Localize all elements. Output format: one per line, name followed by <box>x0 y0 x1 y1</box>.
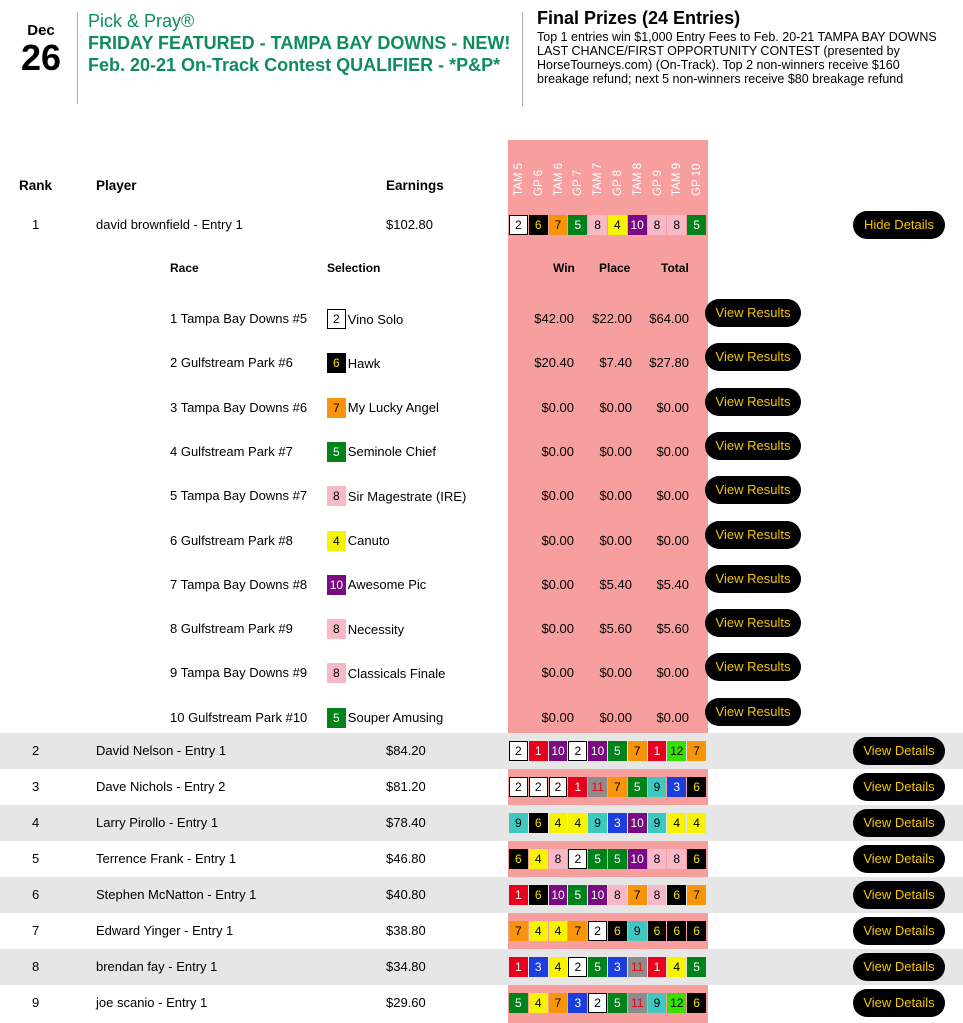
program-number: 8 <box>648 215 667 235</box>
table-row <box>0 949 963 985</box>
race-detail-row <box>0 519 963 563</box>
contest-title <box>88 10 513 76</box>
selection <box>327 663 445 683</box>
program-number: 7 <box>628 741 647 761</box>
program-number: 7 <box>687 741 706 761</box>
rank-cell: 6 <box>32 887 40 902</box>
place-amount: $0.00 <box>599 443 632 459</box>
contest-brand: Pick & Pray® <box>88 11 195 31</box>
place-amount: $5.40 <box>599 576 632 592</box>
program-number: 6 <box>687 921 706 941</box>
player-cell: Stephen McNatton - Entry 1 <box>96 887 257 902</box>
program-number: 3 <box>608 957 627 977</box>
horse-name: Seminole Chief <box>347 444 436 460</box>
horse-name: Classicals Finale <box>347 665 446 681</box>
rank-header: Rank <box>19 178 53 193</box>
program-number: 10 <box>549 741 568 761</box>
hide-details-button[interactable]: Hide Details <box>853 211 945 239</box>
program-number: 6 <box>667 885 686 905</box>
race-name: 3 Tampa Bay Downs #6 <box>170 399 308 415</box>
total-amount: $0.00 <box>656 443 689 459</box>
program-number: 1 <box>529 741 548 761</box>
race-name: 4 Gulfstream Park #7 <box>170 443 293 459</box>
program-number: 3 <box>529 957 548 977</box>
details-header-selection: Selection <box>327 261 381 275</box>
race-header: GP 8 <box>612 170 624 196</box>
program-number: 11 <box>628 957 647 977</box>
race-header: TAM 8 <box>631 162 644 196</box>
player-cell: brendan fay - Entry 1 <box>96 959 218 974</box>
rank-cell: 1 <box>32 217 40 232</box>
program-number: 7 <box>568 921 587 941</box>
table-row <box>0 841 963 877</box>
total-amount: $5.60 <box>656 621 689 637</box>
view-details-button[interactable]: View Details <box>853 953 945 981</box>
program-number: 2 <box>509 215 528 235</box>
divider <box>77 12 78 104</box>
race-header: TAM 9 <box>671 162 684 196</box>
program-number: 1 <box>648 741 667 761</box>
program-number: 9 <box>648 993 667 1013</box>
program-number: 8 <box>549 849 568 869</box>
view-details-button[interactable]: View Details <box>853 773 945 801</box>
view-results-button[interactable]: View Results <box>705 609 801 637</box>
race-headers <box>508 140 708 200</box>
program-number: 6 <box>667 921 686 941</box>
earnings-cell: $46.80 <box>386 851 426 866</box>
program-number: 6 <box>529 215 548 235</box>
view-results-button[interactable]: View Results <box>705 653 801 681</box>
program-number: 8 <box>648 885 667 905</box>
program-number: 2 <box>568 741 587 761</box>
program-number: 6 <box>509 849 528 869</box>
earnings-cell: $78.40 <box>386 815 426 830</box>
selection <box>327 531 390 551</box>
earnings-cell: $29.60 <box>386 995 426 1010</box>
race-name: 9 Tampa Bay Downs #9 <box>170 665 308 681</box>
picks-strip <box>509 777 707 797</box>
race-header: TAM 7 <box>592 162 605 196</box>
program-number: 6 <box>648 921 667 941</box>
horse-name: My Lucky Angel <box>347 400 439 416</box>
program-number: 6 <box>687 777 706 797</box>
prizes-panel <box>537 8 947 86</box>
program-number: 10 <box>588 885 607 905</box>
race-name: 6 Gulfstream Park #8 <box>170 532 293 548</box>
program-number: 4 <box>687 813 706 833</box>
program-number: 6 <box>687 849 706 869</box>
total-amount: $0.00 <box>656 665 689 681</box>
program-number: 8 <box>327 619 346 639</box>
details-header-win: Win <box>553 261 575 275</box>
program-number: 4 <box>667 957 686 977</box>
table-row <box>0 769 963 805</box>
program-number: 6 <box>327 353 346 373</box>
total-amount: $27.80 <box>649 355 689 371</box>
view-details-button[interactable]: View Details <box>853 845 945 873</box>
program-number: 12 <box>667 993 686 1013</box>
program-number: 6 <box>608 921 627 941</box>
place-amount: $0.00 <box>599 665 632 681</box>
rank-cell: 4 <box>32 815 40 830</box>
race-detail-row <box>0 297 963 341</box>
earnings-cell: $84.20 <box>386 743 426 758</box>
program-number: 2 <box>509 777 528 797</box>
picks-strip <box>509 741 707 761</box>
view-details-button[interactable]: View Details <box>853 809 945 837</box>
program-number: 5 <box>588 957 607 977</box>
view-results-button[interactable]: View Results <box>705 299 801 327</box>
program-number: 1 <box>509 957 528 977</box>
place-amount: $22.00 <box>592 311 632 326</box>
place-amount: $5.60 <box>599 621 632 637</box>
prizes-heading: Final Prizes (24 Entries) <box>537 8 741 28</box>
selection <box>327 575 426 595</box>
total-amount: $64.00 <box>649 311 689 326</box>
program-number: 5 <box>687 215 706 235</box>
program-number: 4 <box>327 531 346 551</box>
race-header: GP 7 <box>572 170 585 196</box>
selection <box>327 619 404 639</box>
race-header: GP 6 <box>532 170 545 196</box>
view-results-button[interactable]: View Results <box>705 476 801 504</box>
table-row <box>0 913 963 949</box>
program-number: 5 <box>568 885 587 905</box>
view-results-button[interactable]: View Results <box>705 343 801 371</box>
place-amount: $0.00 <box>599 709 632 725</box>
win-amount: $0.00 <box>541 576 574 592</box>
view-results-button[interactable]: View Results <box>705 388 801 416</box>
race-detail-row <box>0 651 963 695</box>
program-number: 5 <box>608 993 627 1013</box>
race-detail-row <box>0 563 963 607</box>
program-number: 2 <box>588 993 607 1013</box>
view-results-button[interactable]: View Results <box>705 698 801 726</box>
selection <box>327 442 436 462</box>
table-row <box>0 805 963 841</box>
program-number: 10 <box>628 849 647 869</box>
program-number: 4 <box>549 921 568 941</box>
player-cell: Larry Pirollo - Entry 1 <box>96 815 219 830</box>
program-number: 11 <box>628 993 647 1013</box>
program-number: 10 <box>588 741 607 761</box>
picks-strip <box>509 849 707 869</box>
program-number: 4 <box>549 957 568 977</box>
total-amount: $5.40 <box>656 576 689 592</box>
player-cell: Dave Nichols - Entry 2 <box>96 779 226 794</box>
win-amount: $0.00 <box>541 399 574 415</box>
program-number: 8 <box>608 885 627 905</box>
selection <box>327 353 380 373</box>
program-number: 6 <box>529 813 548 833</box>
contest-name: FRIDAY FEATURED - TAMPA BAY DOWNS - NEW! Feb. 20-21 On-Track Contest QUALIFIER - *P&P* <box>88 33 511 75</box>
program-number: 7 <box>608 777 627 797</box>
player-cell: david brownfield - Entry 1 <box>96 217 243 232</box>
program-number: 9 <box>509 813 528 833</box>
program-number: 2 <box>549 777 568 797</box>
horse-name: Canuto <box>347 533 390 548</box>
race-name: 7 Tampa Bay Downs #8 <box>170 576 308 592</box>
program-number: 1 <box>509 885 528 905</box>
win-amount: $0.00 <box>541 665 574 681</box>
program-number: 4 <box>529 921 548 941</box>
win-amount: $0.00 <box>541 443 574 459</box>
program-number: 2 <box>529 777 548 797</box>
program-number: 8 <box>327 663 346 683</box>
program-number: 7 <box>687 885 706 905</box>
program-number: 6 <box>687 993 706 1013</box>
details-header-place: Place <box>599 261 631 275</box>
program-number: 10 <box>628 215 647 235</box>
program-number: 9 <box>628 921 647 941</box>
rank-cell: 3 <box>32 779 40 794</box>
race-name: 2 Gulfstream Park #6 <box>170 355 293 371</box>
program-number: 1 <box>568 777 587 797</box>
player-cell: David Nelson - Entry 1 <box>96 743 227 758</box>
horse-name: Awesome Pic <box>347 577 427 593</box>
rank-cell: 2 <box>32 743 40 758</box>
total-amount: $0.00 <box>656 532 689 548</box>
program-number: 9 <box>648 777 667 797</box>
race-detail-row <box>0 430 963 474</box>
earnings-header: Earnings <box>386 178 444 193</box>
program-number: 11 <box>588 777 607 797</box>
picks-strip <box>509 813 707 833</box>
earnings-cell: $81.20 <box>386 779 426 794</box>
win-amount: $0.00 <box>541 488 574 504</box>
race-detail-row <box>0 607 963 651</box>
date-month: Dec <box>27 22 55 39</box>
program-number: 4 <box>667 813 686 833</box>
selection <box>327 398 439 418</box>
earnings-cell: $102.80 <box>386 217 433 232</box>
program-number: 7 <box>327 398 346 418</box>
program-number: 5 <box>608 741 627 761</box>
table-row <box>0 985 963 1021</box>
program-number: 3 <box>608 813 627 833</box>
program-number: 9 <box>588 813 607 833</box>
program-number: 6 <box>529 885 548 905</box>
earnings-cell: $40.80 <box>386 887 426 902</box>
program-number: 2 <box>509 741 528 761</box>
selection <box>327 708 443 728</box>
rank-cell: 8 <box>32 959 40 974</box>
place-amount: $0.00 <box>599 399 632 415</box>
player-cell: Terrence Frank - Entry 1 <box>96 851 237 866</box>
race-name: 10 Gulfstream Park #10 <box>170 709 308 725</box>
program-number: 7 <box>628 885 647 905</box>
race-detail-row <box>0 474 963 518</box>
program-number: 5 <box>687 957 706 977</box>
program-number: 2 <box>568 849 587 869</box>
race-name: 8 Gulfstream Park #9 <box>170 621 293 637</box>
program-number: 4 <box>608 215 627 235</box>
race-header: GP 9 <box>651 170 664 196</box>
program-number: 2 <box>588 921 607 941</box>
picks-strip <box>509 215 707 235</box>
view-details-button[interactable]: View Details <box>853 917 945 945</box>
details-header-total: Total <box>661 261 689 275</box>
program-number: 4 <box>568 813 587 833</box>
view-results-button[interactable]: View Results <box>705 521 801 549</box>
program-number: 10 <box>549 885 568 905</box>
program-number: 5 <box>327 708 346 728</box>
program-number: 12 <box>667 741 686 761</box>
view-results-button[interactable]: View Results <box>705 565 801 593</box>
player-cell: Edward Yinger - Entry 1 <box>96 923 234 938</box>
win-amount: $0.00 <box>541 532 574 548</box>
win-amount: $0.00 <box>541 709 574 725</box>
place-amount: $0.00 <box>599 532 632 548</box>
program-number: 3 <box>568 993 587 1013</box>
table-row <box>0 207 963 243</box>
total-amount: $0.00 <box>656 709 689 725</box>
rank-cell: 5 <box>32 851 40 866</box>
win-amount: $0.00 <box>541 621 574 637</box>
view-details-button[interactable]: View Details <box>853 989 945 1017</box>
selection <box>327 309 403 329</box>
program-number: 7 <box>509 921 528 941</box>
race-detail-row <box>0 386 963 430</box>
program-number: 4 <box>549 813 568 833</box>
race-name: 1 Tampa Bay Downs #5 <box>170 311 308 326</box>
picks-strip <box>509 921 707 941</box>
program-number: 5 <box>568 215 587 235</box>
program-number: 8 <box>588 215 607 235</box>
selection <box>327 486 466 506</box>
program-number: 7 <box>549 215 568 235</box>
horse-name: Vino Solo <box>347 311 404 327</box>
race-detail-row <box>0 341 963 385</box>
view-results-button[interactable]: View Results <box>705 432 801 460</box>
program-number: 4 <box>529 849 548 869</box>
program-number: 8 <box>667 215 686 235</box>
horse-name: Sir Magestrate (IRE) <box>347 488 467 504</box>
program-number: 9 <box>648 813 667 833</box>
horse-name: Souper Amusing <box>347 710 444 726</box>
program-number: 5 <box>509 993 528 1013</box>
program-number: 3 <box>667 777 686 797</box>
picks-strip <box>509 993 707 1013</box>
picks-strip <box>509 957 707 977</box>
contest-date <box>12 22 70 77</box>
race-header: GP 10 <box>691 163 704 196</box>
program-number: 2 <box>568 957 587 977</box>
total-amount: $0.00 <box>656 399 689 415</box>
program-number: 8 <box>327 486 346 506</box>
program-number: 10 <box>628 813 647 833</box>
view-details-button[interactable]: View Details <box>853 881 945 909</box>
view-details-button[interactable]: View Details <box>853 737 945 765</box>
horse-name: Hawk <box>347 355 381 371</box>
player-header: Player <box>96 178 137 193</box>
program-number: 7 <box>549 993 568 1013</box>
place-amount: $7.40 <box>599 355 632 371</box>
place-amount: $0.00 <box>599 488 632 504</box>
program-number: 10 <box>327 575 346 595</box>
player-cell: joe scanio - Entry 1 <box>96 995 208 1010</box>
details-header-race: Race <box>170 261 199 275</box>
picks-strip <box>509 885 707 905</box>
win-amount: $20.40 <box>534 355 574 371</box>
rank-cell: 9 <box>32 995 40 1010</box>
program-number: 2 <box>327 309 346 329</box>
program-number: 8 <box>667 849 686 869</box>
program-number: 5 <box>588 849 607 869</box>
race-name: 5 Tampa Bay Downs #7 <box>170 488 308 504</box>
table-row <box>0 733 963 769</box>
earnings-cell: $38.80 <box>386 923 426 938</box>
prizes-text: Top 1 entries win $1,000 Entry Fees to Feb. 20-21 TAMPA BAY DOWNS LAST CHANCE/FIRST OPPORTUNITY CONTEST (presented by HorseTourneys.com) (On-Track). Top 2 non-winners receive $160 breakage refund; next 5 non-winners receive $80 breakage refund <box>537 30 937 86</box>
program-number: 5 <box>608 849 627 869</box>
date-day: 26 <box>20 37 62 78</box>
horse-name: Necessity <box>347 621 405 637</box>
program-number: 5 <box>327 442 346 462</box>
program-number: 4 <box>529 993 548 1013</box>
program-number: 1 <box>648 957 667 977</box>
earnings-cell: $34.80 <box>386 959 426 974</box>
program-number: 8 <box>648 849 667 869</box>
program-number: 5 <box>628 777 647 797</box>
race-header: TAM 5 <box>513 162 525 196</box>
table-row <box>0 877 963 913</box>
win-amount: $42.00 <box>534 311 574 326</box>
race-header: TAM 6 <box>552 162 565 196</box>
total-amount: $0.00 <box>656 488 689 504</box>
rank-cell: 7 <box>32 923 40 938</box>
divider <box>522 12 523 106</box>
